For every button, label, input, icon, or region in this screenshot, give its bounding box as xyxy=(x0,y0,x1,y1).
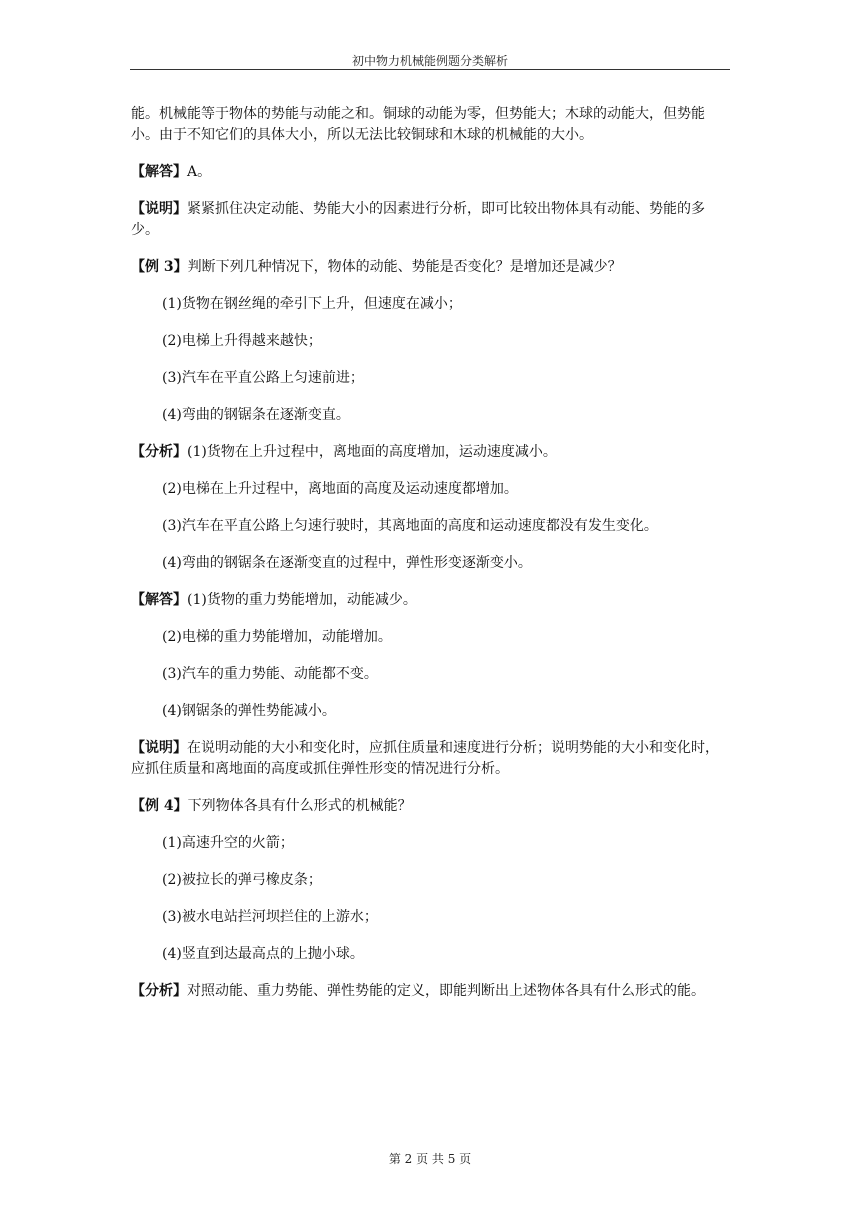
analysis-tag: 【分析】 xyxy=(131,983,187,999)
answer-tag: 【解答】 xyxy=(131,592,187,608)
explanation-text: 在说明动能的大小和变化时，应抓住质量和速度进行分析；说明势能的大小和变化时，应抓住质量和离地面的高度或抓住弹性形变的情况进行分析。 xyxy=(131,740,719,777)
list-item xyxy=(131,701,731,722)
answer-text: A。 xyxy=(187,164,212,180)
answer-text: (1)货物的重力势能增加，动能减少。 xyxy=(187,592,417,608)
list-item xyxy=(131,627,731,648)
list-item-text: (4)竖直到达最高点的上抛小球。 xyxy=(162,946,364,962)
list-item xyxy=(131,479,731,500)
analysis-text: (1)货物在上升过程中，离地面的高度增加，运动速度减小。 xyxy=(187,444,557,460)
list-item xyxy=(131,553,731,574)
list-item-text: (2)被拉长的弹弓橡皮条； xyxy=(162,872,322,888)
explanation-paragraph xyxy=(131,738,731,780)
explanation-tag: 【说明】 xyxy=(131,201,187,217)
list-item-text: (1)货物在钢丝绳的牵引下上升，但速度在减小； xyxy=(162,296,462,312)
analysis-paragraph xyxy=(131,981,731,1002)
list-item-text: (2)电梯在上升过程中，离地面的高度及运动速度都增加。 xyxy=(162,481,518,497)
list-item-text: (3)汽车的重力势能、动能都不变。 xyxy=(162,666,378,682)
explanation-tag: 【说明】 xyxy=(131,740,187,756)
analysis-paragraph xyxy=(131,442,731,463)
header-divider xyxy=(130,69,730,70)
list-item-text: (3)被水电站拦河坝拦住的上游水； xyxy=(162,909,378,925)
list-item xyxy=(131,907,731,928)
list-item-text: (3)汽车在平直公路上匀速行驶时，其离地面的高度和运动速度都没有发生变化。 xyxy=(162,518,658,534)
list-item xyxy=(131,294,731,315)
explanation-text: 紧紧抓住决定动能、势能大小的因素进行分析，即可比较出物体具有动能、势能的多少。 xyxy=(131,201,705,238)
list-item xyxy=(131,944,731,965)
list-item xyxy=(131,331,731,352)
answer-paragraph xyxy=(131,162,731,183)
answer-tag: 【解答】 xyxy=(131,164,187,180)
example-tag: 【例 4】 xyxy=(131,798,188,814)
analysis-text: 对照动能、重力势能、弹性势能的定义，即能判断出上述物体各具有什么形式的能。 xyxy=(187,983,705,999)
example-tag: 【例 3】 xyxy=(131,259,188,275)
example-3-heading xyxy=(131,257,731,278)
explanation-paragraph xyxy=(131,199,731,241)
example-4-heading xyxy=(131,796,731,817)
list-item-text: (4)钢锯条的弹性势能减小。 xyxy=(162,703,336,719)
paragraph-text: 能。机械能等于物体的势能与动能之和。铜球的动能为零，但势能大；木球的动能大，但势能小。由于不知它们的具体大小，所以无法比较铜球和木球的机械能的大小。 xyxy=(131,106,705,143)
list-item-text: (2)电梯上升得越来越快； xyxy=(162,333,322,349)
list-item-text: (4)弯曲的钢锯条在逐渐变直的过程中，弹性形变逐渐变小。 xyxy=(162,555,532,571)
list-item-text: (1)高速升空的火箭； xyxy=(162,835,294,851)
answer-paragraph xyxy=(131,590,731,611)
list-item xyxy=(131,833,731,854)
list-item xyxy=(131,516,731,537)
list-item-text: (3)汽车在平直公路上匀速前进； xyxy=(162,370,364,386)
page-header: 初中物力机械能例题分类解析 xyxy=(351,54,508,68)
document-body xyxy=(131,104,731,1018)
list-item-text: (2)电梯的重力势能增加，动能增加。 xyxy=(162,629,392,645)
example-text: 下列物体各具有什么形式的机械能？ xyxy=(187,798,412,814)
example-text: 判断下列几种情况下，物体的动能、势能是否变化？是增加还是减少？ xyxy=(187,259,622,275)
paragraph xyxy=(131,104,731,146)
list-item xyxy=(131,664,731,685)
page-footer: 第 2 页 共 5 页 xyxy=(388,1152,472,1166)
list-item xyxy=(131,368,731,389)
list-item xyxy=(131,870,731,891)
list-item xyxy=(131,405,731,426)
analysis-tag: 【分析】 xyxy=(131,444,187,460)
list-item-text: (4)弯曲的钢锯条在逐渐变直。 xyxy=(162,407,350,423)
